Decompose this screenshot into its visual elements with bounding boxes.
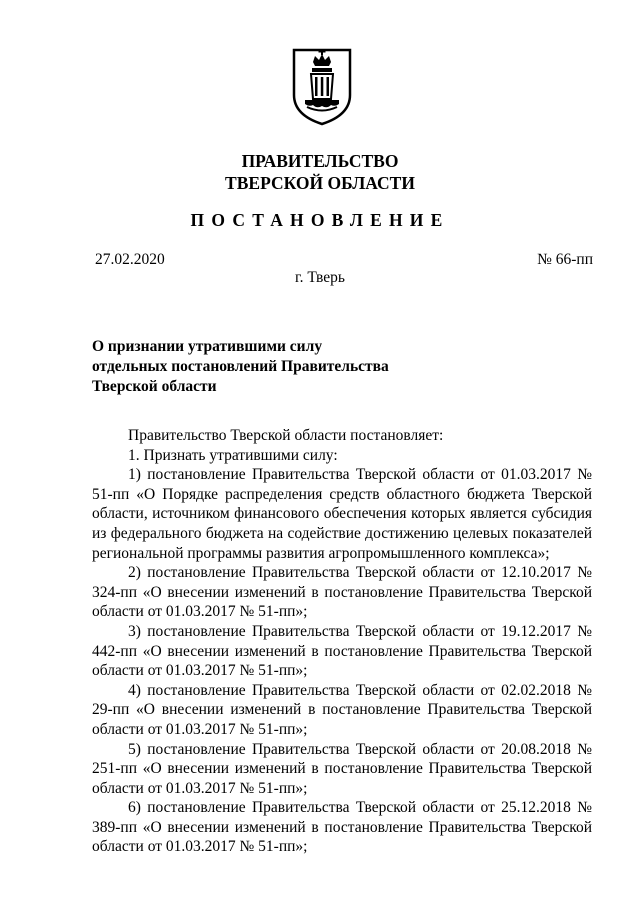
document-title-line2: отдельных постановлений Правительства bbox=[92, 358, 389, 375]
document-body bbox=[92, 426, 592, 857]
government-name bbox=[0, 150, 640, 194]
document-city: г. Тверь bbox=[295, 269, 345, 286]
sub-item-4: 4) постановление Правительства Тверской области от 02.02.2018 № 29-пп «О внесении изменений в постановление Правительства Тверской области от 01.03.2017 № 51-пп»; bbox=[92, 681, 592, 738]
document-title-line3: Тверской области bbox=[92, 378, 217, 395]
document-type: ПОСТАНОВЛЕНИЕ bbox=[190, 210, 450, 230]
sub-item-1: 1) постановление Правительства Тверской области от 01.03.2017 № 51-пп «О Порядке распределения средств областного бюджета Тверской области, источником финансового обеспечения которых является субсидия из федерального бюджета на содействие достижению целевых показателей региональной программы развития агропромышленного комплекса»; bbox=[92, 466, 592, 562]
intro-paragraph: Правительство Тверской области постановляет: bbox=[128, 427, 444, 444]
government-name-line2: ТВЕРСКОЙ ОБЛАСТИ bbox=[225, 173, 415, 193]
tver-coat-of-arms-icon bbox=[291, 47, 353, 127]
item-1-paragraph: 1. Признать утратившими силу: bbox=[128, 446, 338, 464]
sub-item-5: 5) постановление Правительства Тверской области от 20.08.2018 № 251-пп «О внесении изменений в постановление Правительства Тверской области от 01.03.2017 № 51-пп»; bbox=[92, 740, 592, 797]
sub-item-3: 3) постановление Правительства Тверской области от 19.12.2017 № 442-пп «О внесении изменений в постановление Правительства Тверской области от 01.03.2017 № 51-пп»; bbox=[92, 622, 592, 680]
document-number: № 66-пп bbox=[537, 251, 593, 268]
document-title bbox=[92, 337, 432, 397]
document-title-line1: О признании утратившими силу bbox=[92, 338, 323, 355]
sub-item-6: 6) постановление Правительства Тверской области от 25.12.2018 № 389-пп «О внесении изменений в постановление Правительства Тверской области от 01.03.2017 № 51-пп»; bbox=[92, 799, 592, 856]
sub-item-2: 2) постановление Правительства Тверской области от 12.10.2017 № 324-пп «О внесении изменений в постановление Правительства Тверской области от 01.03.2017 № 51-пп»; bbox=[92, 564, 592, 621]
government-name-line1: ПРАВИТЕЛЬСТВО bbox=[241, 151, 399, 171]
document-date: 27.02.2020 bbox=[95, 251, 165, 268]
